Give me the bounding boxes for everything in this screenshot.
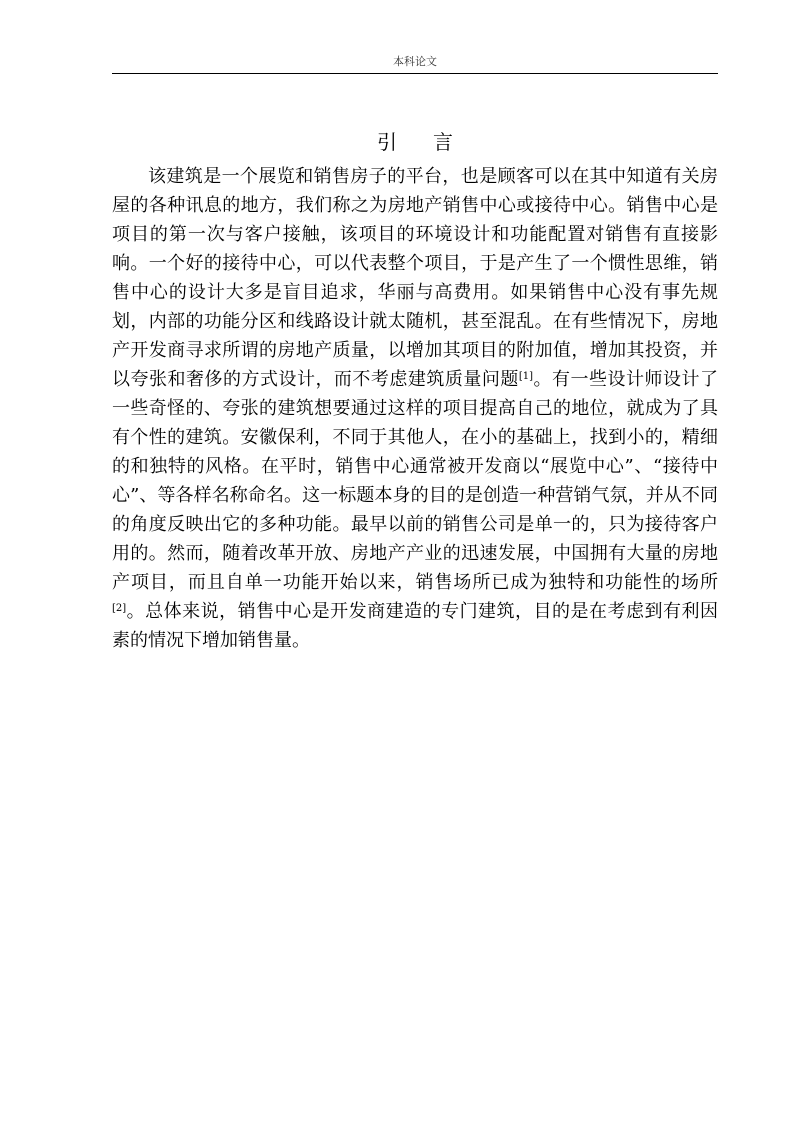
text-segment: 。总体来说，销售中心是开发商建造的专门建筑，目的是在考虑到有利因素的情况下增加销售量。 <box>112 601 718 651</box>
citation-1: [1] <box>518 371 534 382</box>
section-title: 引言 <box>377 130 489 154</box>
body-text <box>112 162 718 655</box>
citation-2: [2] <box>112 603 127 614</box>
text-segment: 该建筑是一个展览和销售房子的平台，也是顾客可以在其中知道有关房屋的各种讯息的地方，我们称之为房地产销售中心或接待中心。销售中心是项目的第一次与客户接触，该项目的环境设计和功能配置对销售有直接影响。一个好的接待中心，可以代表整个项目，于是产生了一个惯性思维，销售中心的设计大多是盲目追求，华丽与高费用。如果销售中心没有事先规划，内部的功能分区和线路设计就太随机，甚至混乱。在有些情况下，房地产开发商寻求所谓的房地产质量，以增加其项目的附加值，增加其投资，并以夸张和奢侈的方式设计，而不考虑建筑质量问题 <box>112 166 718 390</box>
paragraph <box>112 162 718 655</box>
running-header: 本科论文 <box>393 55 437 68</box>
text-segment: 。有一些设计师设计了一些奇怪的、夸张的建筑想要通过这样的项目提高自己的地位，就成为了具有个性的建筑。安徽保利，不同于其他人，在小的基础上，找到小的，精细的和独特的风格。在平时，销售中心通常被开发商以“展览中心”、“接待中心”、等各样名称命名。这一标题本身的目的是创造一种营销气氛，并从不同的角度反映出它的多种功能。最早以前的销售公司是单一的，只为接待客户用的。然而，随着改革开放、房地产产业的迅速发展，中国拥有大量的房地产项目，而且自单一功能开始以来，销售场所已成为独特和功能性的场所 <box>112 369 719 593</box>
header-rule <box>112 73 718 74</box>
